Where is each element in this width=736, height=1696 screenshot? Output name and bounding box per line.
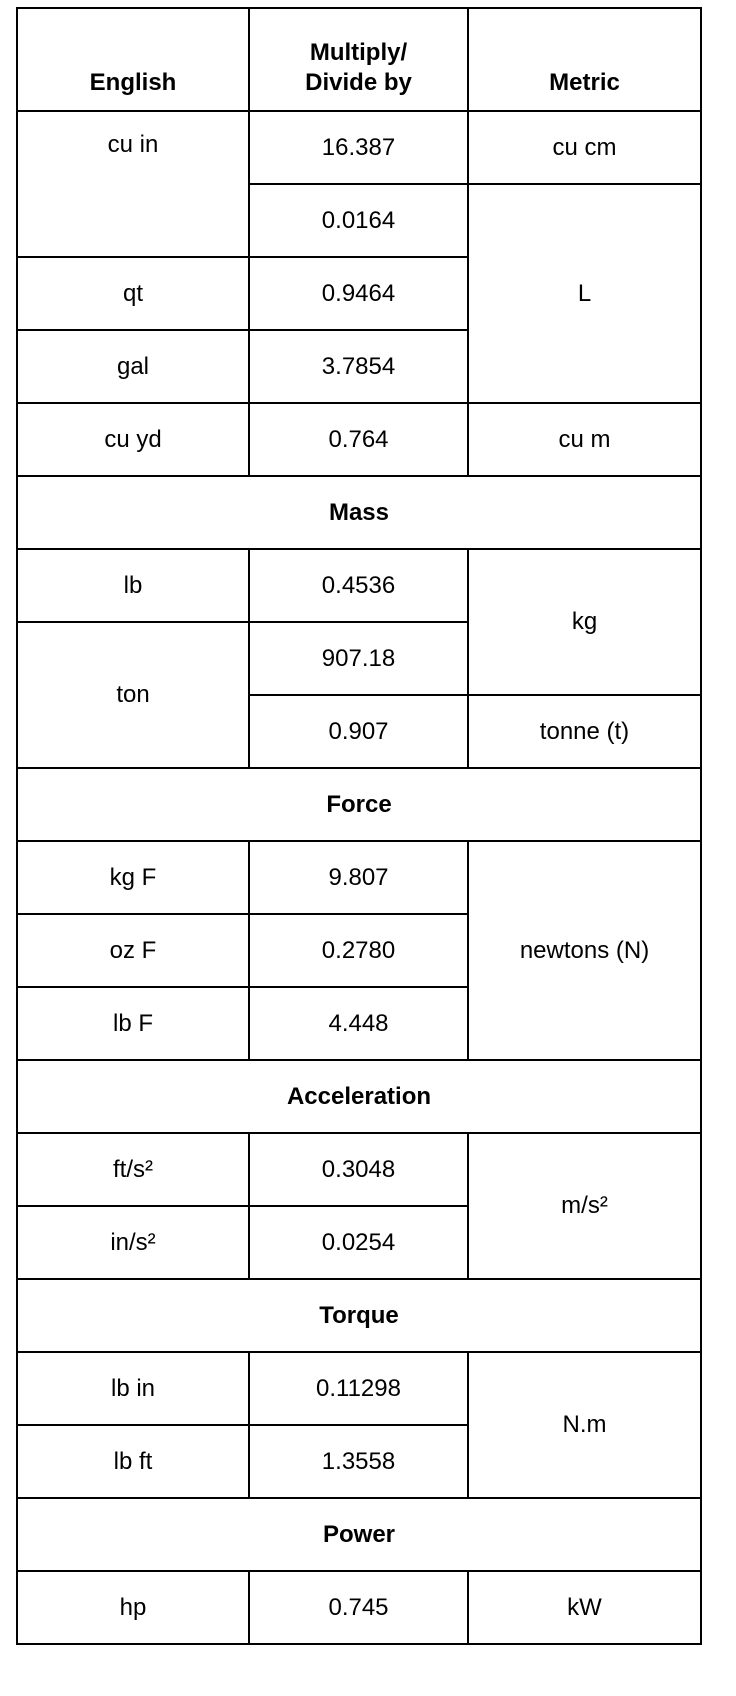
table-row xyxy=(17,111,701,184)
unit-conversion-table xyxy=(16,7,702,1645)
english-unit-cell: kg F xyxy=(17,841,249,914)
factor-cell: 9.807 xyxy=(249,841,468,914)
english-unit-cell: oz F xyxy=(17,914,249,987)
english-unit-cell: cu yd xyxy=(17,403,249,476)
metric-unit-cell: N.m xyxy=(468,1352,701,1498)
metric-unit-cell: kW xyxy=(468,1571,701,1644)
metric-unit-cell: m/s² xyxy=(468,1133,701,1279)
header-factor-line2: Divide by xyxy=(305,69,412,96)
section-title: Force xyxy=(17,768,701,841)
section-row-force xyxy=(17,768,701,841)
english-unit-cell: ft/s² xyxy=(17,1133,249,1206)
factor-cell: 0.2780 xyxy=(249,914,468,987)
factor-cell: 907.18 xyxy=(249,622,468,695)
factor-cell: 0.907 xyxy=(249,695,468,768)
english-unit-cell: lb F xyxy=(17,987,249,1060)
english-unit-cell: lb xyxy=(17,549,249,622)
table-row xyxy=(17,1133,701,1206)
header-english: English xyxy=(17,8,249,111)
english-unit-cell: lb ft xyxy=(17,1425,249,1498)
table-row xyxy=(17,1571,701,1644)
table-row xyxy=(17,403,701,476)
metric-unit-cell: cu cm xyxy=(468,111,701,184)
english-unit-cell: in/s² xyxy=(17,1206,249,1279)
factor-cell: 4.448 xyxy=(249,987,468,1060)
metric-unit-cell: kg xyxy=(468,549,701,695)
factor-cell: 0.764 xyxy=(249,403,468,476)
factor-cell: 0.11298 xyxy=(249,1352,468,1425)
table-row xyxy=(17,549,701,622)
table-row xyxy=(17,841,701,914)
metric-unit-cell: cu m xyxy=(468,403,701,476)
factor-cell: 16.387 xyxy=(249,111,468,184)
section-title: Mass xyxy=(17,476,701,549)
table-header-row xyxy=(17,8,701,111)
metric-unit-cell: tonne (t) xyxy=(468,695,701,768)
section-title: Torque xyxy=(17,1279,701,1352)
factor-cell: 0.0254 xyxy=(249,1206,468,1279)
english-unit-cell: hp xyxy=(17,1571,249,1644)
header-factor-line1: Multiply/ xyxy=(309,39,408,66)
metric-unit-cell: newtons (N) xyxy=(468,841,701,1060)
section-title: Power xyxy=(17,1498,701,1571)
factor-cell: 0.745 xyxy=(249,1571,468,1644)
section-row-power xyxy=(17,1498,701,1571)
english-unit-cell: gal xyxy=(17,330,249,403)
section-row-mass xyxy=(17,476,701,549)
table-row xyxy=(17,1352,701,1425)
section-row-acceleration xyxy=(17,1060,701,1133)
header-metric: Metric xyxy=(468,8,701,111)
english-unit-cell: ton xyxy=(17,622,249,768)
english-unit-cell: qt xyxy=(17,257,249,330)
english-unit-cell: cu in xyxy=(17,111,249,257)
factor-cell: 0.3048 xyxy=(249,1133,468,1206)
metric-unit-cell: L xyxy=(468,184,701,403)
section-title: Acceleration xyxy=(17,1060,701,1133)
factor-cell: 0.4536 xyxy=(249,549,468,622)
factor-cell: 0.9464 xyxy=(249,257,468,330)
factor-cell: 3.7854 xyxy=(249,330,468,403)
section-row-torque xyxy=(17,1279,701,1352)
factor-cell: 0.0164 xyxy=(249,184,468,257)
factor-cell: 1.3558 xyxy=(249,1425,468,1498)
english-unit-cell: lb in xyxy=(17,1352,249,1425)
header-factor xyxy=(249,8,468,111)
